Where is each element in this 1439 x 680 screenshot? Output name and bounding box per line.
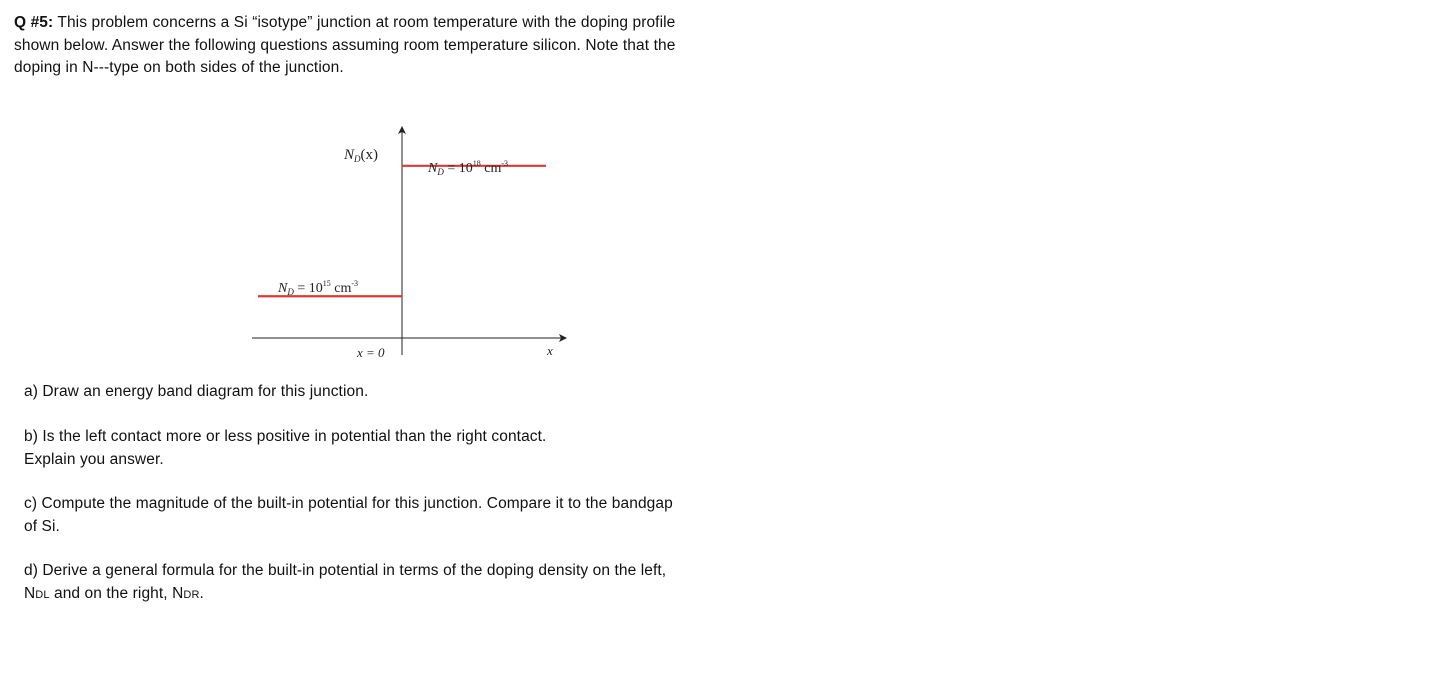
question-line-1 — [14, 12, 754, 35]
part-d-line-1: d) Derive a general formula for the built-in potential in terms of the doping density on the left, — [24, 562, 667, 579]
part-c-line-1: c) Compute the magnitude of the built-in potential for this junction. Compare it to the bandgap — [24, 495, 673, 512]
doping-profile-figure — [245, 120, 575, 365]
ndl-subscript: DL — [35, 588, 50, 601]
x-axis-label: x — [547, 343, 553, 358]
left-doping-label: $N_D = 10^{15}$ $cm^{-3}$ — [278, 279, 359, 297]
part-d — [24, 560, 754, 606]
part-b — [24, 426, 754, 471]
origin-label: x = 0 — [357, 345, 385, 360]
question-line-2: shown below. Answer the following questions assuming room temperature silicon. Note that the — [14, 36, 676, 54]
ndr-symbol: N — [172, 584, 184, 602]
part-c — [24, 493, 754, 538]
part-a-line-1: a) Draw an energy band diagram for this junction. — [24, 383, 369, 400]
question-number: Q #5: — [14, 14, 54, 31]
question-text — [14, 12, 754, 80]
ndl-symbol: N — [24, 584, 36, 602]
part-c-line-2: of Si. — [24, 517, 60, 535]
part-d-line-2 — [24, 583, 754, 607]
question-line-3: doping in N---type on both sides of the junction. — [14, 59, 344, 76]
right-doping-label: $N_D = 10^{18}$ $cm^{-3}$ — [428, 159, 509, 177]
y-axis-label: $N_D(x)$ — [344, 147, 379, 164]
part-d-mid-text: and on the right, — [49, 584, 173, 602]
part-b-line-1: b) Is the left contact more or less positive in potential than the right contact. — [24, 428, 547, 445]
part-b-line-2: Explain you answer. — [24, 450, 164, 468]
ndr-subscript: DR — [183, 588, 200, 601]
part-a — [24, 381, 754, 404]
question-line-1-text: This problem concerns a Si “isotype” junction at room temperature with the doping profile — [53, 14, 676, 31]
part-d-end: . — [199, 584, 204, 602]
